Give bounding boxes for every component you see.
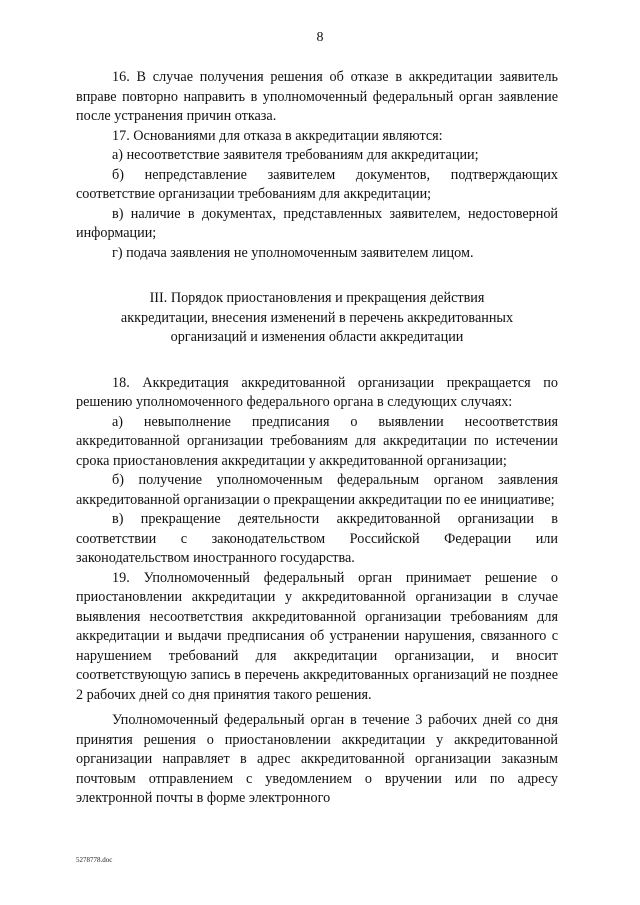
paragraph-18-b: б) получение уполномоченным федеральным органом заявления аккредитованной организации о прекращении аккредитации по ее инициативе; (76, 472, 558, 508)
paragraph-19: 19. Уполномоченный федеральный орган принимает решение о приостановлении аккредитации у аккредитованной организации в случае выявления несоответствия аккредитованной организации требованиям для аккредитации и выдачи предписания об устранении нарушения, связанного с нарушением требований для аккредитации организации, и вносит соответствующую запись в перечень аккредитованных организаций не позднее 2 рабочих дней со дня принятия такого решения. (76, 569, 558, 703)
paragraph-16: 16. В случае получения решения об отказе в аккредитации заявитель вправе повторно направить в уполномоченный федеральный орган заявление после устранения причин отказа. (76, 69, 558, 124)
paragraph-18: 18. Аккредитация аккредитованной организации прекращается по решению уполномоченного федерального органа в следующих случаях: (76, 374, 558, 410)
paragraph-17-b: б) непредставление заявителем документов, подтверждающих соответствие организации требованиям для аккредитации; (76, 166, 558, 202)
section-title-line: аккредитации, внесения изменений в перечень аккредитованных (120, 309, 514, 326)
paragraph-17-a: а) несоответствие заявителя требованиям для аккредитации; (112, 147, 479, 163)
section-title-line: III. Порядок приостановления и прекращения действия (149, 290, 485, 306)
section-title (76, 289, 558, 348)
paragraph-18-a: а) невыполнение предписания о выявлении несоответствия аккредитованной организации требованиям для аккредитации по истечении срока приостановления аккредитации у аккредитованной организации; (76, 413, 558, 469)
document-body (76, 68, 558, 809)
paragraph-18-c: в) прекращение деятельности аккредитованной организации в соответствии с законодательством Российской Федерации или законодательством иностранного государства. (76, 511, 558, 566)
paragraph-20: Уполномоченный федеральный орган в течение 3 рабочих дней со дня принятия решения о приостановлении аккредитации у аккредитованной организации направляет в адрес аккредитованной организации заказным почтовым отправлением с уведомлением о вручении или по адресу электронной почты в форме электронного (76, 712, 558, 806)
section-title-line: организаций и изменения области аккредитации (170, 329, 464, 345)
paragraph-17-c: в) наличие в документах, представленных заявителем, недостоверной информации; (76, 205, 558, 241)
page-number: 8 (316, 30, 324, 45)
paragraph-17: 17. Основаниями для отказа в аккредитации являются: (112, 127, 443, 144)
file-name-footer: 5278778.doc (76, 856, 113, 864)
paragraph-17-d: г) подача заявления не уполномоченным заявителем лицом. (112, 244, 474, 261)
